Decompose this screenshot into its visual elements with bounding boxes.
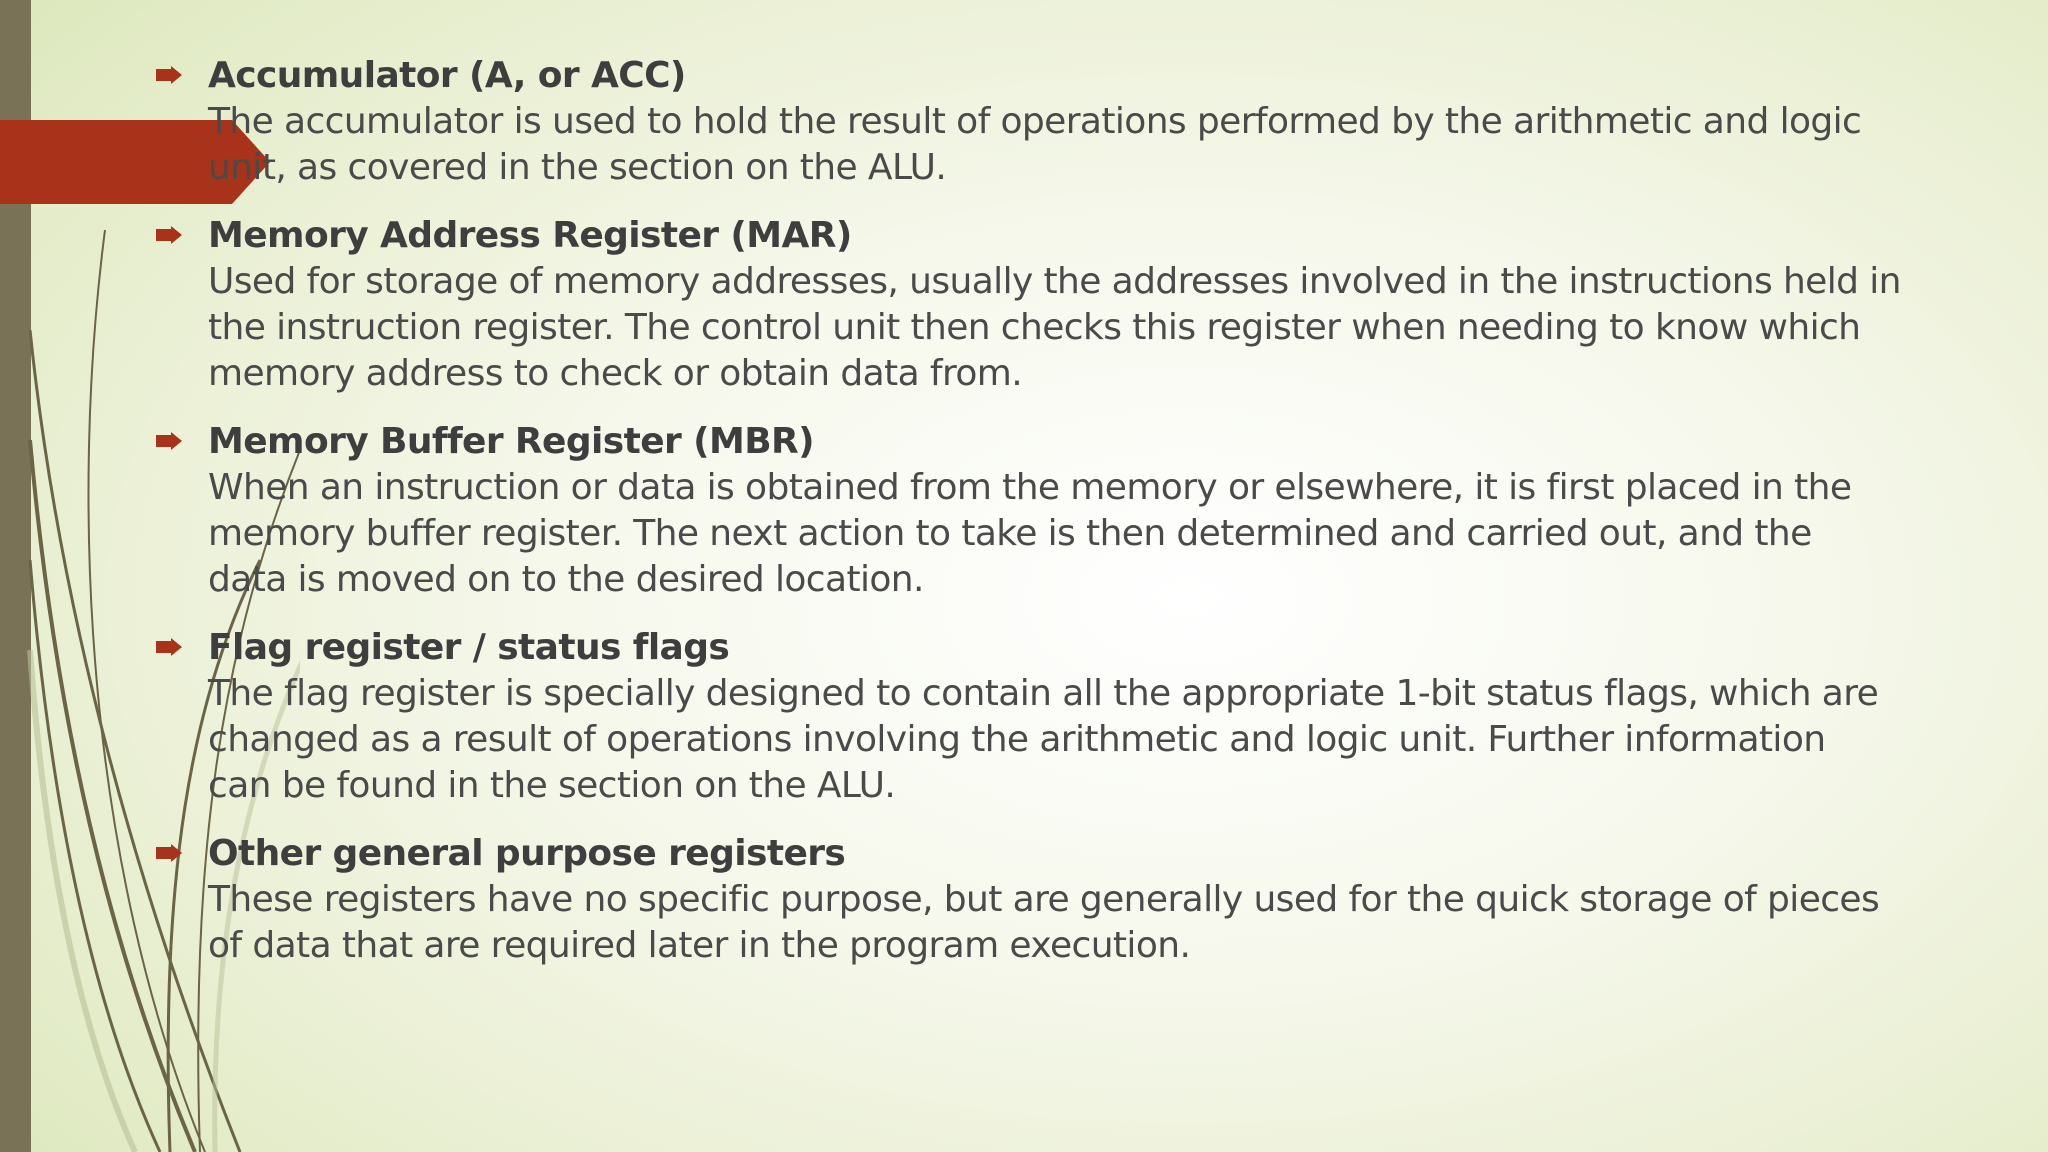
body-line: the instruction register. The control unit then checks this register when needing to know which <box>208 307 1861 348</box>
item-heading: Other general purpose registers <box>208 833 846 874</box>
item-heading: Memory Buffer Register (MBR) <box>208 421 815 462</box>
arrow-bullet-icon <box>156 844 182 862</box>
list-item-flag-register <box>148 625 1998 809</box>
arrow-bullet-icon <box>156 432 182 450</box>
body-line: data is moved on to the desired location. <box>208 559 924 600</box>
item-body <box>208 877 2038 969</box>
body-line: changed as a result of operations involving the arithmetic and logic unit. Further information <box>208 719 1826 760</box>
item-heading: Flag register / status flags <box>208 627 730 668</box>
arrow-bullet-icon <box>156 226 182 244</box>
arrow-bullet-icon <box>156 638 182 656</box>
item-body <box>208 671 2038 809</box>
body-line: can be found in the section on the ALU. <box>208 765 896 806</box>
body-line: of data that are required later in the program execution. <box>208 925 1191 966</box>
list-item-mar <box>148 213 1998 397</box>
body-line: These registers have no specific purpose, but are generally used for the quick storage of pieces <box>208 879 1880 920</box>
body-line: The accumulator is used to hold the result of operations performed by the arithmetic and logic <box>208 101 1862 142</box>
arrow-bullet-icon <box>156 66 182 84</box>
item-heading: Memory Address Register (MAR) <box>208 215 852 256</box>
bullet-list <box>148 53 1998 991</box>
item-body <box>208 465 2038 603</box>
body-line: unit, as covered in the section on the ALU. <box>208 147 947 188</box>
item-body <box>208 99 2038 191</box>
list-item-general-purpose <box>148 831 1998 969</box>
item-heading: Accumulator (A, or ACC) <box>208 55 686 96</box>
body-line: When an instruction or data is obtained from the memory or elsewhere, it is first placed in the <box>208 467 1852 508</box>
body-line: memory address to check or obtain data from. <box>208 353 1023 394</box>
list-item-mbr <box>148 419 1998 603</box>
list-item-accumulator <box>148 53 1998 191</box>
item-body <box>208 259 2038 397</box>
body-line: The flag register is specially designed to contain all the appropriate 1-bit status flags, which are <box>208 673 1879 714</box>
body-line: Used for storage of memory addresses, usually the addresses involved in the instructions held in <box>208 261 1901 302</box>
body-line: memory buffer register. The next action to take is then determined and carried out, and the <box>208 513 1812 554</box>
